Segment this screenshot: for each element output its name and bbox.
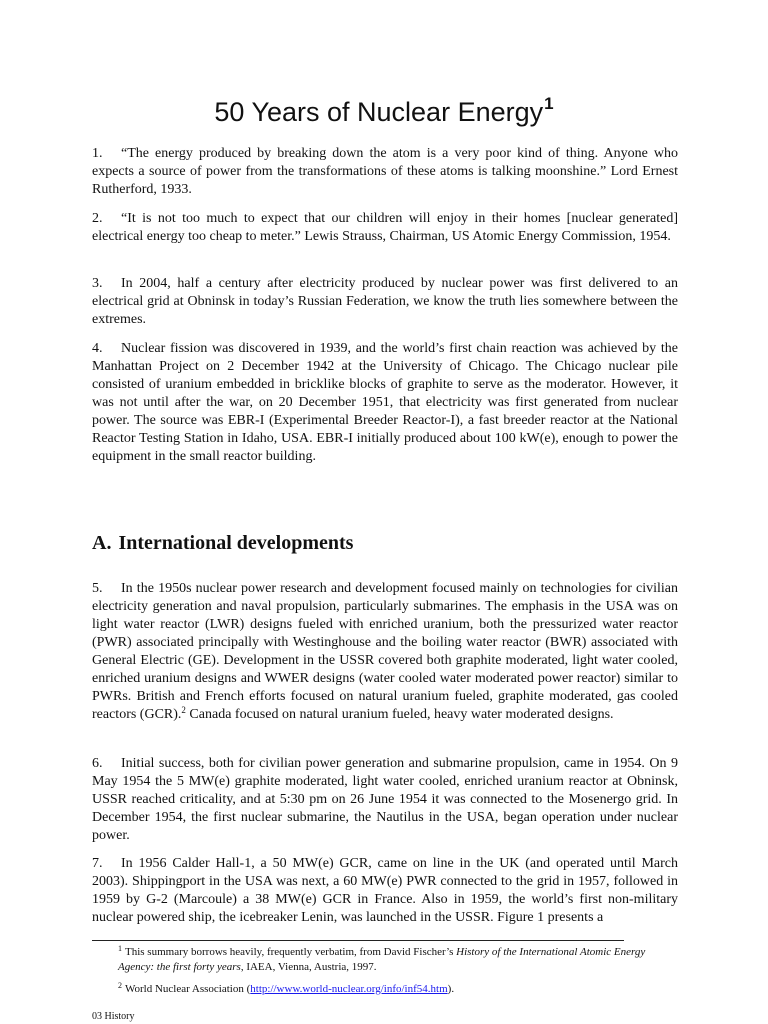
paragraph-text-continued: Canada focused on natural uranium fueled, heavy water moderated designs.: [185, 707, 614, 722]
paragraph-number: 2.: [92, 211, 103, 226]
footnote-link[interactable]: http://www.world-nuclear.org/info/inf54.htm: [250, 983, 448, 995]
footnote-divider: [92, 940, 624, 941]
footnote-mark: 2: [118, 981, 122, 990]
footnote-text: World Nuclear Association (: [125, 983, 251, 995]
footnote-reference-2: 2: [181, 705, 186, 715]
paragraph-5: [92, 580, 678, 724]
footnote-text-continued: , IAEA, Vienna, Austria, 1997.: [240, 961, 377, 973]
page-footer: 03 History: [92, 1011, 135, 1022]
footnote-text-continued: ).: [447, 983, 455, 995]
paragraph-number: 3.: [92, 276, 103, 291]
title-footnote-mark: 1: [544, 94, 554, 113]
paragraph-number: 6.: [92, 756, 103, 771]
paragraph-3: [92, 275, 678, 329]
paragraph-text: In 2004, half a century after electricity produced by nuclear power was first delivered to an electrical grid at Obninsk in today’s Russian Federation, we know the truth lies somewhere between the extremes.: [92, 276, 678, 327]
title-text: 50 Years of Nuclear Energy: [214, 97, 544, 127]
footnote-book-title: History of the International Atomic Energy Agency: the first forty years: [118, 946, 646, 973]
paragraph-number: 4.: [92, 341, 103, 356]
paragraph-text: Initial success, both for civilian power generation and submarine propulsion, came in 1954. On 9 May 1954 the 5 MW(e) graphite moderated, light water cooled, enriched uranium reactor at Obninsk, USSR reached criticality, and at 5:30 pm on 26 June 1954 it was connected to the Mosenergo grid. In December 1954, the first nuclear submarine, the Nautilus in the USA, began operation under nuclear power.: [92, 756, 678, 843]
paragraph-text: “It is not too much to expect that our children will enjoy in their homes [nuclear generated] electrical energy too cheap to meter.” Lewis Strauss, Chairman, US Atomic Energy Commission, 1954.: [92, 211, 678, 244]
paragraph-number: 5.: [92, 581, 103, 596]
paragraph-1: [92, 145, 678, 199]
paragraph-6: [92, 755, 678, 845]
section-heading: [92, 532, 353, 555]
paragraph-2: [92, 210, 678, 246]
paragraph-7: [92, 855, 678, 927]
footnote-mark: 1: [118, 944, 122, 953]
page-title: [0, 94, 768, 128]
paragraph-number: 1.: [92, 146, 103, 161]
paragraph-text: In 1956 Calder Hall-1, a 50 MW(e) GCR, came on line in the UK (and operated until March 2003). Shippingport in the USA was next, a 60 MW(e) PWR connected to the grid in 1957, followed in 1959 by G-2 (Marcoule) a 38 MW(e) GCR in France. Also in 1959, the world’s first non-military nuclear powered ship, the icebreaker Lenin, was launched in the USSR. Figure 1 presents a: [92, 856, 678, 925]
paragraph-number: 7.: [92, 856, 103, 871]
footnote-text: This summary borrows heavily, frequently verbatim, from David Fischer’s: [125, 946, 457, 958]
section-title: International developments: [118, 532, 354, 554]
paragraph-text: “The energy produced by breaking down the atom is a very poor kind of thing. Anyone who expects a source of power from the transformations of these atoms is talking moonshine.” Lord Ernest Rutherford, 1933.: [92, 146, 678, 197]
paragraph-4: [92, 340, 678, 466]
paragraph-text: In the 1950s nuclear power research and development focused mainly on technologies for civilian electricity generation and naval propulsion, particularly submarines. The emphasis in the USA was on light water reactor (LWR) designs fueled with enriched uranium, both the pressurized water reactor (PWR) associated principally with Westinghouse and the boiling water reactor (BWR) associated with General Electric (GE). Development in the USSR covered both graphite moderated, light water cooled, enriched uranium designs and WWER designs (water cooled water moderated power reactor) similar to PWRs. British and French efforts focused on natural uranium fueled, graphite moderated, gas cooled reactors (GCR).: [92, 581, 678, 722]
footnote-2: [118, 982, 658, 997]
section-letter: A.: [92, 532, 112, 554]
paragraph-text: Nuclear fission was discovered in 1939, and the world’s first chain reaction was achieved by the Manhattan Project on 2 December 1942 at the University of Chicago. The Chicago nuclear pile consisted of uranium embedded in bricklike blocks of graphite to serve as the moderator. However, it was not until after the war, on 20 December 1951, that electricity was first generated from nuclear power. The source was EBR-I (Experimental Breeder Reactor-I), a fast breeder reactor at the National Reactor Testing Station in Idaho, USA. EBR-I initially produced about 100 kW(e), enough to power the equipment in the small reactor building.: [92, 341, 678, 464]
footnote-1: [118, 945, 658, 975]
